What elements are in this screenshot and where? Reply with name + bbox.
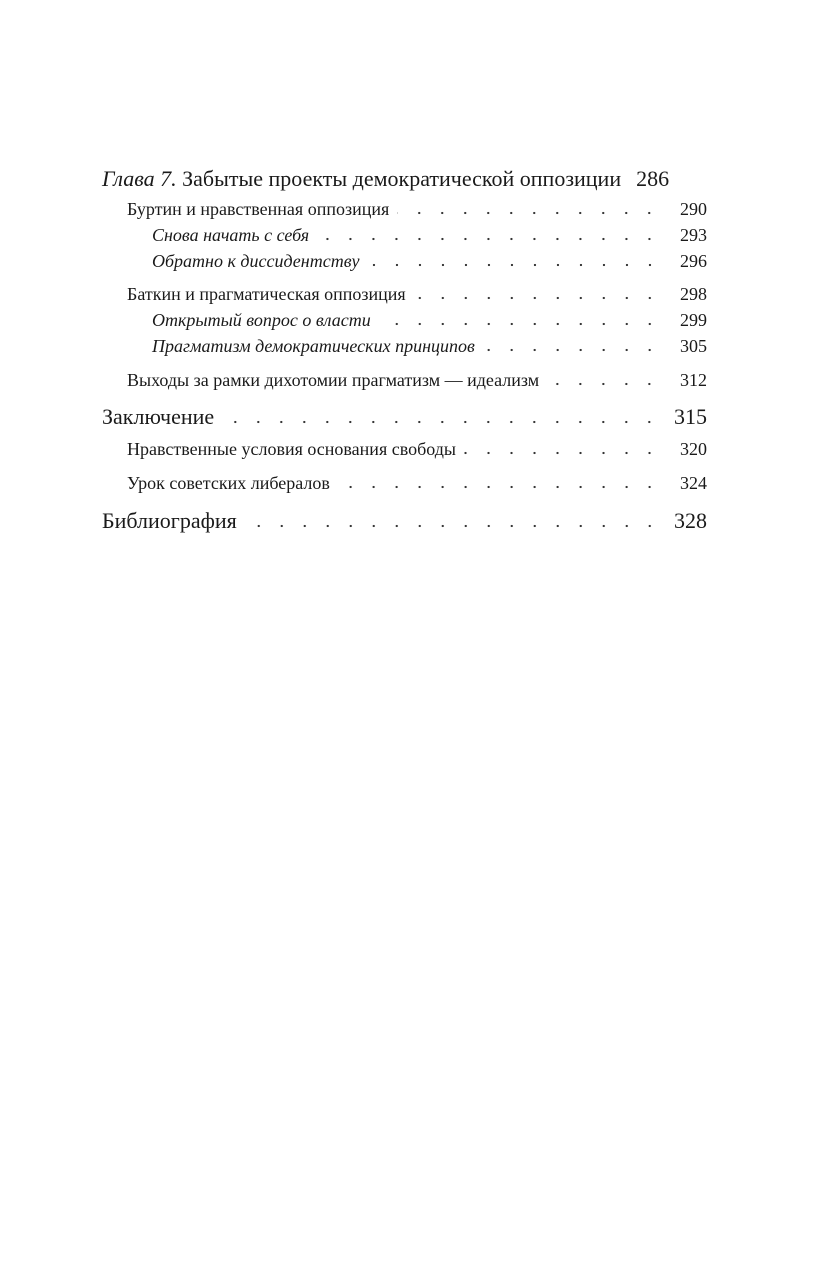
toc-entry[interactable] xyxy=(127,439,707,460)
toc-entry-title: Открытый вопрос о власти xyxy=(152,310,371,330)
toc-entry-title: Выходы за рамки дихотомии прагматизм — идеализм xyxy=(127,370,540,390)
toc-page-number: 320 xyxy=(680,439,707,459)
toc-page-number: 305 xyxy=(680,336,707,356)
toc-entry[interactable] xyxy=(127,473,707,494)
toc-page-number: 315 xyxy=(674,404,707,429)
toc-entry[interactable] xyxy=(152,310,707,331)
toc-entry[interactable] xyxy=(152,336,707,357)
dot-leader xyxy=(464,451,661,455)
toc-entry-title: Прагматизм демократических принципов xyxy=(152,336,475,356)
dot-leader xyxy=(317,237,661,241)
toc-page-number: 298 xyxy=(680,284,707,304)
dot-leader xyxy=(222,420,661,424)
toc-entry-bibliography[interactable] xyxy=(102,508,707,534)
toc-entry-title: Буртин и нравственная оппозиция xyxy=(127,199,390,219)
toc-entry-title: Обратно к диссидентству xyxy=(152,251,360,271)
toc-entry[interactable] xyxy=(152,225,707,246)
dot-leader xyxy=(547,382,661,386)
dot-leader xyxy=(483,348,661,352)
dot-leader xyxy=(368,263,661,267)
toc-entry-title: Нравственные условия основания свободы xyxy=(127,439,456,459)
toc-entry-title: Заключение xyxy=(102,404,215,429)
toc-entry-title: Снова начать с себя xyxy=(152,225,310,245)
toc-entry-chapter-7[interactable] xyxy=(102,166,707,192)
toc-page-number: 312 xyxy=(680,370,707,390)
toc-page-number: 286 xyxy=(636,166,670,191)
toc-entry-title: Глава 7. Забытые проекты демократической оппозиции xyxy=(102,166,622,191)
toc-page-number: 324 xyxy=(680,473,707,493)
toc-page-number: 293 xyxy=(680,225,707,245)
toc-entry[interactable] xyxy=(152,251,707,272)
dot-leader xyxy=(338,485,661,489)
toc-page-number: 290 xyxy=(680,199,707,219)
toc-page-number: 296 xyxy=(680,251,707,271)
toc-entry[interactable] xyxy=(127,370,707,391)
toc-entry-title: Баткин и прагматическая оппозиция xyxy=(127,284,406,304)
toc-entry-title: Библиография xyxy=(102,508,237,533)
dot-leader xyxy=(397,211,661,215)
toc-entry[interactable] xyxy=(127,284,707,305)
toc-entry[interactable] xyxy=(127,199,707,220)
toc-page-number: 328 xyxy=(674,508,707,533)
dot-leader xyxy=(414,296,661,300)
toc-page-number: 299 xyxy=(680,310,707,330)
dot-leader xyxy=(379,322,661,326)
toc-entry-conclusion[interactable] xyxy=(102,404,707,430)
dot-leader xyxy=(245,524,661,528)
toc-entry-title: Урок советских либералов xyxy=(127,473,330,493)
